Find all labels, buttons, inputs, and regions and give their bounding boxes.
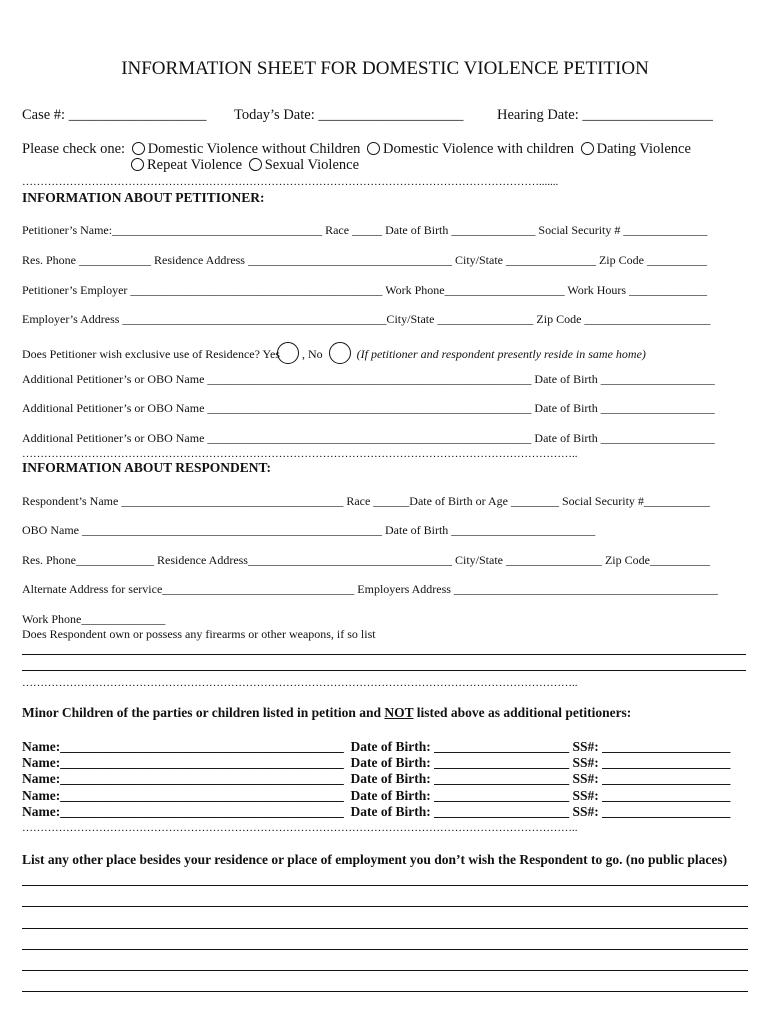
hearing-date-field[interactable]: Hearing Date: __________________ [497,107,713,123]
dotted-divider: …………………………………………………………………………………………………………………………………….. [22,448,578,460]
minor-child-row[interactable]: Name:__________________________________________ Date of Birth: ____________________ SS#: ___________________ [22,755,731,770]
radio-exclusive-no[interactable] [329,342,351,364]
petitioner-employer-row[interactable]: Petitioner’s Employer __________________________________________ Work Phone____________________ Work Hours _____________ [22,283,708,297]
firearms-answer-line[interactable] [22,654,746,655]
same-home-note: (If petitioner and respondent presently reside in same home) [356,347,646,361]
places-answer-line[interactable] [22,949,748,950]
places-answer-line[interactable] [22,991,748,992]
radio-label: Repeat Violence [147,157,243,173]
minor-child-row[interactable]: Name:__________________________________________ Date of Birth: ____________________ SS#: ___________________ [22,788,731,803]
places-answer-line[interactable] [22,906,748,907]
alternate-address-row[interactable]: Alternate Address for service________________________________ Employers Address ____________________________________________ [22,582,718,596]
additional-petitioner-row[interactable]: Additional Petitioner’s or OBO Name ______________________________________________________ Date of Birth ___________________ [22,401,715,415]
minor-heading-text: Minor Children of the parties or children listed in petition and [22,705,385,720]
places-answer-line[interactable] [22,928,748,929]
no-label: , No [301,347,323,361]
todays-date-field[interactable]: Today’s Date: ____________________ [234,107,464,123]
petitioner-residence-row[interactable]: Res. Phone ____________ Residence Address __________________________________ City/State _______________ Zip Code __________ [22,253,707,267]
minor-children-heading [22,705,631,721]
minor-heading-not: NOT [384,705,414,720]
firearms-answer-line[interactable] [22,670,746,671]
radio-sexual-violence[interactable] [249,158,262,171]
dotted-divider: …………………………………………………………………………………………………………………………………….. [22,677,578,689]
employer-address-row[interactable]: Employer’s Address ____________________________________________City/State ________________ Zip Code _____________________ [22,312,711,326]
minor-heading-text: listed above as additional petitioners: [413,705,632,720]
petitioner-heading: INFORMATION ABOUT PETITIONER: [22,190,265,205]
radio-repeat-violence[interactable] [131,158,144,171]
petitioner-name-row[interactable]: Petitioner’s Name:___________________________________ Race _____ Date of Birth ______________ Social Security # ______________ [22,223,708,237]
dotted-divider: …………………………………………………………………………………………………………………………………….. [22,822,578,834]
places-answer-line[interactable] [22,885,748,886]
radio-dv-without-children[interactable] [132,142,145,155]
minor-child-row[interactable]: Name:__________________________________________ Date of Birth: ____________________ SS#: ___________________ [22,771,731,786]
additional-petitioner-row[interactable]: Additional Petitioner’s or OBO Name ______________________________________________________ Date of Birth ___________________ [22,431,715,445]
obo-name-row[interactable]: OBO Name __________________________________________________ Date of Birth ________________________ [22,523,596,537]
case-type-row-1 [22,141,691,158]
dotted-divider: ……………………………………………………………………………………………………………………………....... [22,176,559,188]
exclusive-residence-question: Does Petitioner wish exclusive use of Residence? Yes [22,347,280,361]
respondent-heading: INFORMATION ABOUT RESPONDENT: [22,460,272,475]
places-answer-line[interactable] [22,970,748,971]
respondent-residence-row[interactable]: Res. Phone_____________ Residence Address__________________________________ City/State ________________ Zip Code__________ [22,553,710,567]
firearms-question: Does Respondent own or possess any firearms or other weapons, if so list [22,627,376,641]
respondent-work-phone[interactable]: Work Phone______________ [22,612,166,626]
radio-dating-violence[interactable] [581,142,594,155]
minor-child-row[interactable]: Name:__________________________________________ Date of Birth: ____________________ SS#: ___________________ [22,739,731,754]
check-prompt: Please check one: [22,141,126,157]
additional-petitioner-row[interactable]: Additional Petitioner’s or OBO Name ______________________________________________________ Date of Birth ___________________ [22,372,715,386]
respondent-name-row[interactable]: Respondent’s Name _____________________________________ Race ______Date of Birth or Age ________ Social Security #___________ [22,494,710,508]
radio-label: Domestic Violence with children [383,141,574,157]
minor-child-row[interactable]: Name:__________________________________________ Date of Birth: ____________________ SS#: ___________________ [22,804,731,819]
radio-label: Sexual Violence [264,157,360,173]
radio-dv-with-children[interactable] [367,142,380,155]
exclusive-residence-row [22,342,646,364]
page-title: INFORMATION SHEET FOR DOMESTIC VIOLENCE PETITION [121,58,649,79]
places-heading: List any other place besides your residence or place of employment you don’t wish the Respondent to go. (no public places) [22,852,728,867]
radio-label: Dating Violence [596,141,691,157]
case-number-field[interactable]: Case #: ___________________ [22,107,207,123]
case-type-row-2 [128,157,359,174]
radio-exclusive-yes[interactable] [277,342,299,364]
radio-label: Domestic Violence without Children [147,141,361,157]
